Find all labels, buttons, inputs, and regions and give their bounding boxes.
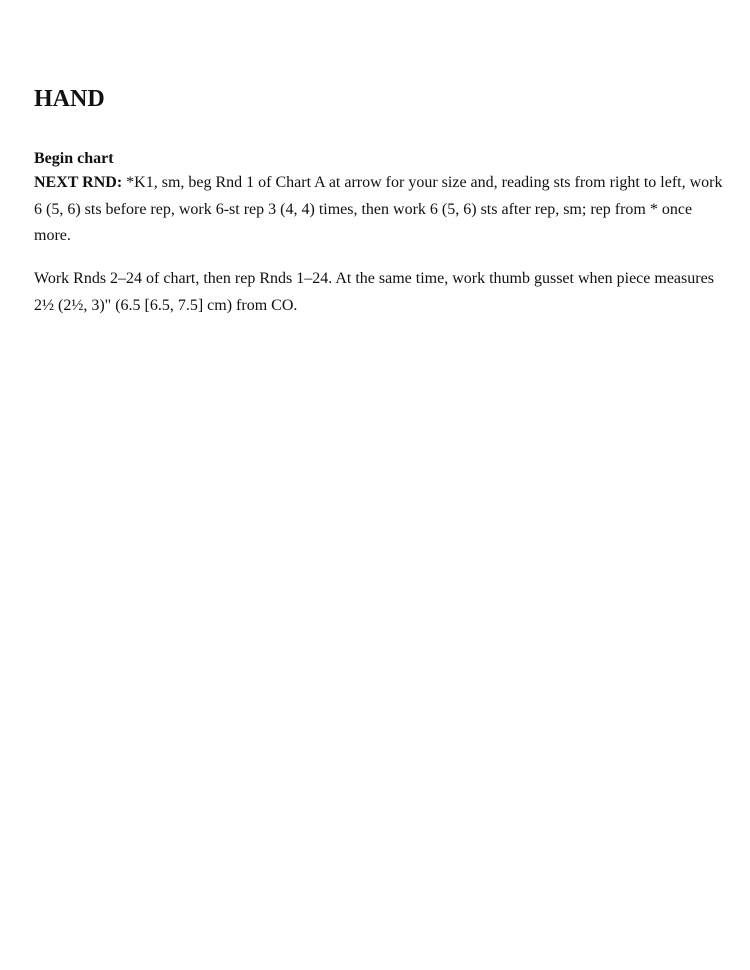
round-label: NEXT RND: (34, 174, 123, 191)
instruction-paragraph-2 (34, 266, 724, 319)
instruction-text-2: Work Rnds 2–24 of chart, then rep Rnds 1–24. At the same time, work thumb gusset when piece measures 2½ (2½, 3)" (6.5 [6.5, 7.5] cm) from CO. (34, 270, 714, 314)
instruction-paragraph-1 (34, 170, 724, 250)
subheading: Begin chart (34, 150, 114, 167)
instruction-text-1: *K1, sm, beg Rnd 1 of Chart A at arrow for your size and, reading sts from right to left, work 6 (5, 6) sts before rep, work 6-st rep 3 (4, 4) times, then work 6 (5, 6) sts after rep, sm; rep from * once more. (34, 174, 723, 244)
section-title: HAND (34, 86, 105, 112)
